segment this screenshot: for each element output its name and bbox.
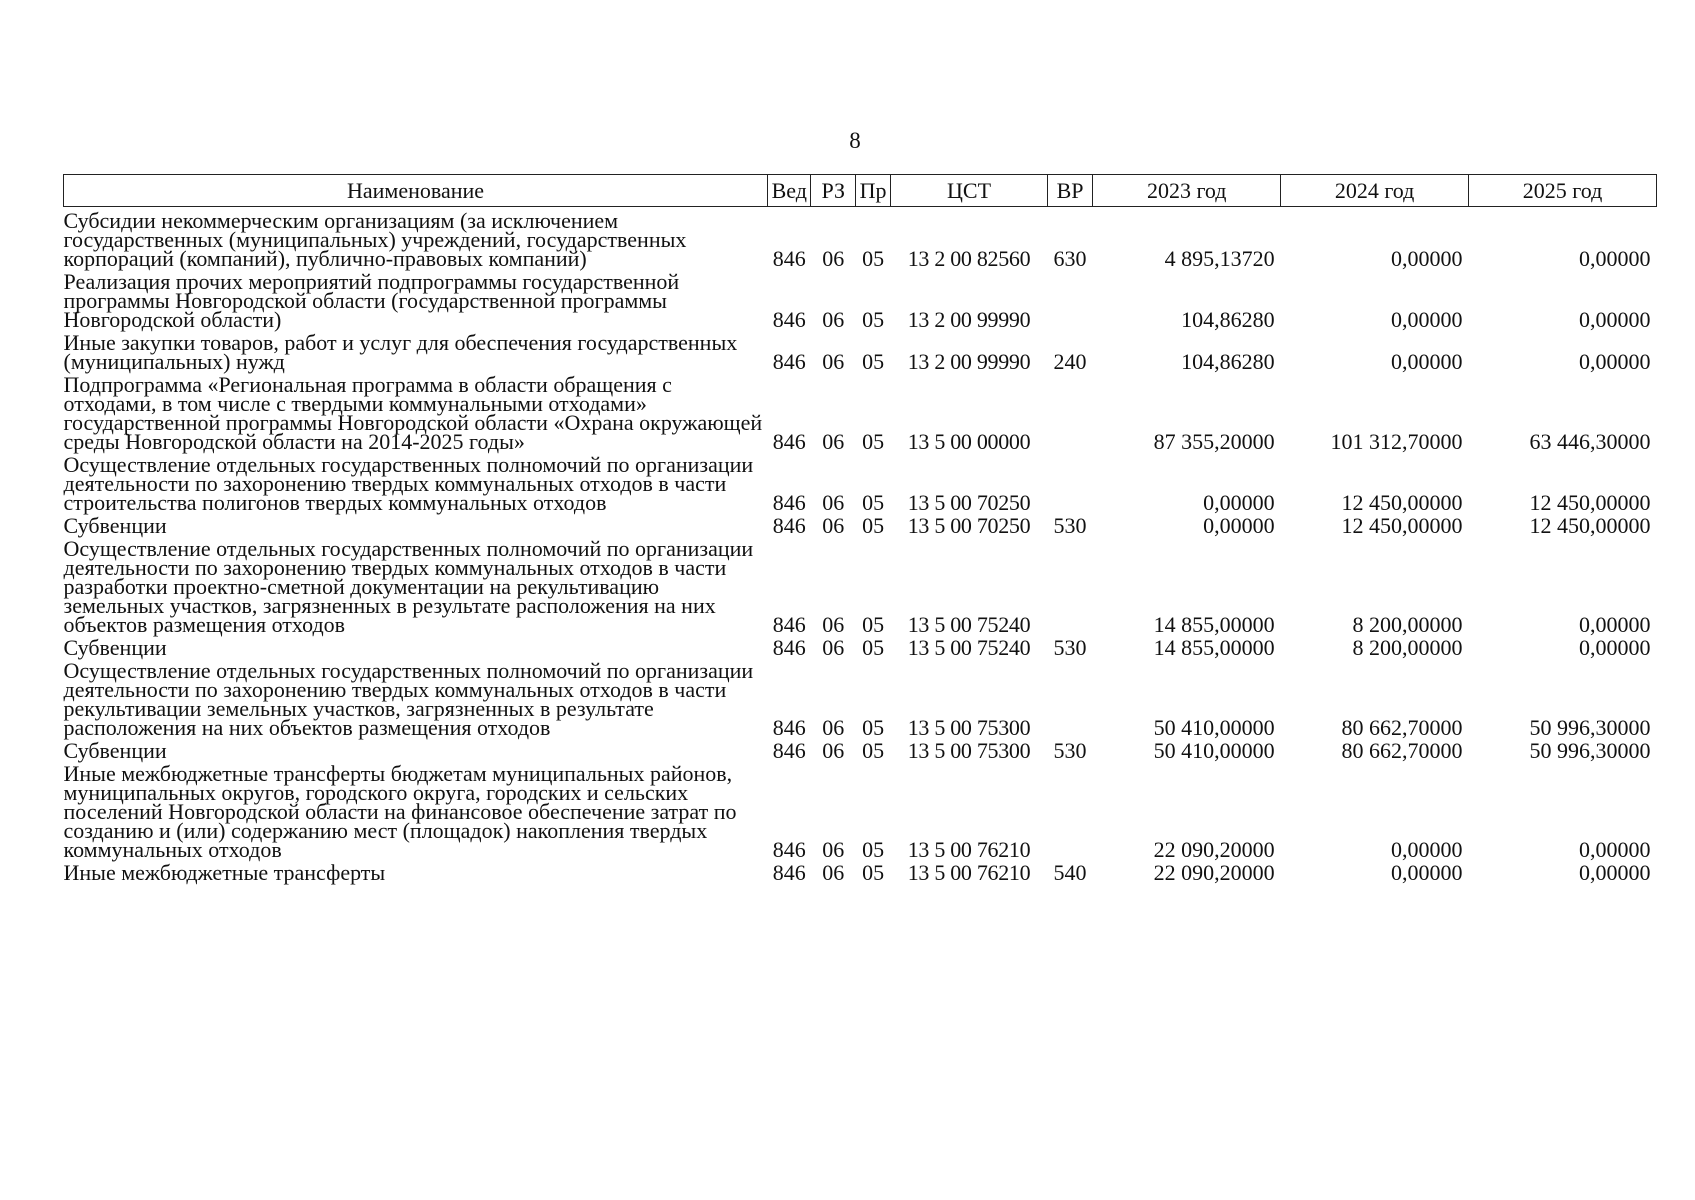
table-row (64, 760, 1657, 859)
row-vr: 630 (1053, 246, 1087, 271)
row-2024: 8 200,00000 (1352, 612, 1463, 637)
row-2023: 87 355,20000 (1153, 429, 1275, 454)
row-ved: 846 (772, 635, 806, 660)
row-ved: 846 (772, 349, 806, 374)
row-rz: 06 (822, 860, 845, 885)
row-name: Реализация прочих мероприятий подпрограммы государственной программы Новгородской области (государственной программы Новгородской области) (63, 269, 680, 332)
row-2023: 0,00000 (1203, 490, 1275, 515)
row-cst: 13 5 00 75240 (907, 612, 1031, 637)
row-2024: 0,00000 (1391, 860, 1463, 885)
row-cst: 13 5 00 70250 (907, 490, 1031, 515)
row-name: Субсидии некоммерческим организациям (за исключением государственных (муниципальных) учреждений, государственных корпораций (компаний), публично-правовых компаний) (63, 208, 687, 271)
row-vr (1047, 371, 1092, 451)
table-row (64, 268, 1657, 329)
row-cst: 13 2 00 82560 (907, 246, 1031, 271)
row-rz: 06 (822, 490, 845, 515)
table-row (64, 859, 1657, 882)
row-ved: 846 (772, 860, 806, 885)
row-rz: 06 (822, 513, 845, 538)
row-ved: 846 (772, 246, 806, 271)
row-2023: 14 855,00000 (1153, 612, 1275, 637)
row-2024: 0,00000 (1391, 837, 1463, 862)
table-row (64, 512, 1657, 535)
row-pr: 05 (862, 738, 885, 763)
row-2025: 63 446,30000 (1529, 429, 1651, 454)
header-vr: ВР (1047, 175, 1092, 207)
row-cst: 13 5 00 76210 (907, 860, 1031, 885)
row-vr (1047, 268, 1092, 329)
header-pr: Пр (855, 175, 890, 207)
row-name: Субвенции (63, 635, 167, 660)
row-rz: 06 (822, 246, 845, 271)
row-2023: 104,86280 (1181, 349, 1275, 374)
row-2025: 12 450,00000 (1529, 513, 1651, 538)
row-ved: 846 (772, 612, 806, 637)
row-name: Субвенции (63, 513, 167, 538)
row-vr: 530 (1053, 513, 1087, 538)
row-ved: 846 (772, 837, 806, 862)
row-2024: 12 450,00000 (1341, 490, 1463, 515)
row-ved: 846 (772, 429, 806, 454)
table-row (64, 207, 1657, 269)
row-pr: 05 (862, 349, 885, 374)
row-pr: 05 (862, 246, 885, 271)
row-pr: 05 (862, 429, 885, 454)
row-rz: 06 (822, 715, 845, 740)
row-pr: 05 (862, 612, 885, 637)
row-2025: 0,00000 (1579, 635, 1651, 660)
row-2025: 12 450,00000 (1529, 490, 1651, 515)
row-name: Иные межбюджетные трансферты бюджетам муниципальных районов, муниципальных округов, городского округа, городских и сельских поселений Новгородской области на финансовое обеспечение затрат по созданию и (или) содержанию мест (площадок) накопления твердых коммунальных отходов (63, 761, 737, 862)
row-name: Иные закупки товаров, работ и услуг для обеспечения государственных (муниципальных) нужд (63, 330, 738, 374)
row-2025: 0,00000 (1579, 612, 1651, 637)
row-2025: 50 996,30000 (1529, 738, 1651, 763)
row-2023: 50 410,00000 (1153, 738, 1275, 763)
row-rz: 06 (822, 429, 845, 454)
row-cst: 13 5 00 00000 (907, 429, 1031, 454)
row-2025: 0,00000 (1579, 246, 1651, 271)
row-2024: 12 450,00000 (1341, 513, 1463, 538)
table-row (64, 634, 1657, 657)
row-2024: 0,00000 (1391, 307, 1463, 332)
row-2025: 0,00000 (1579, 837, 1651, 862)
row-cst: 13 5 00 75300 (907, 715, 1031, 740)
row-pr: 05 (862, 513, 885, 538)
row-name: Иные межбюджетные трансферты (63, 860, 386, 885)
table-header-row (64, 175, 1657, 207)
row-rz: 06 (822, 349, 845, 374)
row-2023: 14 855,00000 (1153, 635, 1275, 660)
row-name: Подпрограмма «Региональная программа в области обращения с отходами, в том числе с твердыми коммунальными отходами» государственной программы Новгородской области «Охрана окружающей среды Новгородской области на 2014-2025 годы» (63, 372, 763, 454)
row-cst: 13 5 00 70250 (907, 513, 1031, 538)
row-vr (1047, 760, 1092, 859)
table-row (64, 535, 1657, 634)
row-rz: 06 (822, 307, 845, 332)
row-2025: 0,00000 (1579, 860, 1651, 885)
row-pr: 05 (862, 860, 885, 885)
row-pr: 05 (862, 715, 885, 740)
header-ved: Вед (768, 175, 811, 207)
row-rz: 06 (822, 738, 845, 763)
row-ved: 846 (772, 738, 806, 763)
row-vr: 530 (1053, 738, 1087, 763)
row-2025: 50 996,30000 (1529, 715, 1651, 740)
table-row (64, 329, 1657, 371)
row-2023: 4 895,13720 (1164, 246, 1275, 271)
header-2023: 2023 год (1093, 175, 1281, 207)
row-ved: 846 (772, 307, 806, 332)
table-row (64, 737, 1657, 760)
header-2024: 2024 год (1281, 175, 1469, 207)
page-number: 8 (849, 128, 861, 153)
row-pr: 05 (862, 837, 885, 862)
row-2024: 0,00000 (1391, 349, 1463, 374)
row-2024: 0,00000 (1391, 246, 1463, 271)
row-2024: 80 662,70000 (1341, 738, 1463, 763)
row-rz: 06 (822, 612, 845, 637)
row-ved: 846 (772, 715, 806, 740)
budget-table (63, 174, 1657, 885)
row-ved: 846 (772, 490, 806, 515)
row-cst: 13 5 00 76210 (907, 837, 1031, 862)
row-ved: 846 (772, 513, 806, 538)
row-vr: 530 (1053, 635, 1087, 660)
table-row (64, 657, 1657, 737)
table-row (64, 451, 1657, 512)
row-2024: 8 200,00000 (1352, 635, 1463, 660)
header-2025: 2025 год (1469, 175, 1657, 207)
row-2023: 50 410,00000 (1153, 715, 1275, 740)
row-2023: 104,86280 (1181, 307, 1275, 332)
row-2023: 22 090,20000 (1153, 837, 1275, 862)
row-vr (1047, 657, 1092, 737)
row-2025: 0,00000 (1579, 307, 1651, 332)
row-name: Осуществление отдельных государственных полномочий по организации деятельности по захоронению твердых коммунальных отходов в части разработки проектно-сметной документации на рекультивацию земельных участков, загрязненных в результате расположения на них объектов размещения отходов (63, 536, 754, 637)
row-2025: 0,00000 (1579, 349, 1651, 374)
table-row (64, 371, 1657, 451)
header-name: Наименование (64, 175, 768, 207)
row-cst: 13 5 00 75240 (907, 635, 1031, 660)
row-vr (1047, 535, 1092, 634)
row-rz: 06 (822, 837, 845, 862)
row-2023: 0,00000 (1203, 513, 1275, 538)
row-cst: 13 2 00 99990 (907, 349, 1031, 374)
row-cst: 13 5 00 75300 (907, 738, 1031, 763)
row-rz: 06 (822, 635, 845, 660)
row-2023: 22 090,20000 (1153, 860, 1275, 885)
header-rz: РЗ (811, 175, 855, 207)
row-vr: 240 (1053, 349, 1087, 374)
row-name: Осуществление отдельных государственных полномочий по организации деятельности по захоронению твердых коммунальных отходов в части строительства полигонов твердых коммунальных отходов (63, 452, 754, 515)
row-pr: 05 (862, 490, 885, 515)
row-vr (1047, 451, 1092, 512)
row-pr: 05 (862, 635, 885, 660)
header-cst: ЦСТ (891, 175, 1048, 207)
row-cst: 13 2 00 99990 (907, 307, 1031, 332)
row-pr: 05 (862, 307, 885, 332)
row-name: Субвенции (63, 738, 167, 763)
row-2024: 101 312,70000 (1330, 429, 1463, 454)
row-vr: 540 (1053, 860, 1087, 885)
row-2024: 80 662,70000 (1341, 715, 1463, 740)
row-name: Осуществление отдельных государственных полномочий по организации деятельности по захоронению твердых коммунальных отходов в части рекультивации земельных участков, загрязненных в результате расположения на них объектов размещения отходов (63, 658, 754, 740)
